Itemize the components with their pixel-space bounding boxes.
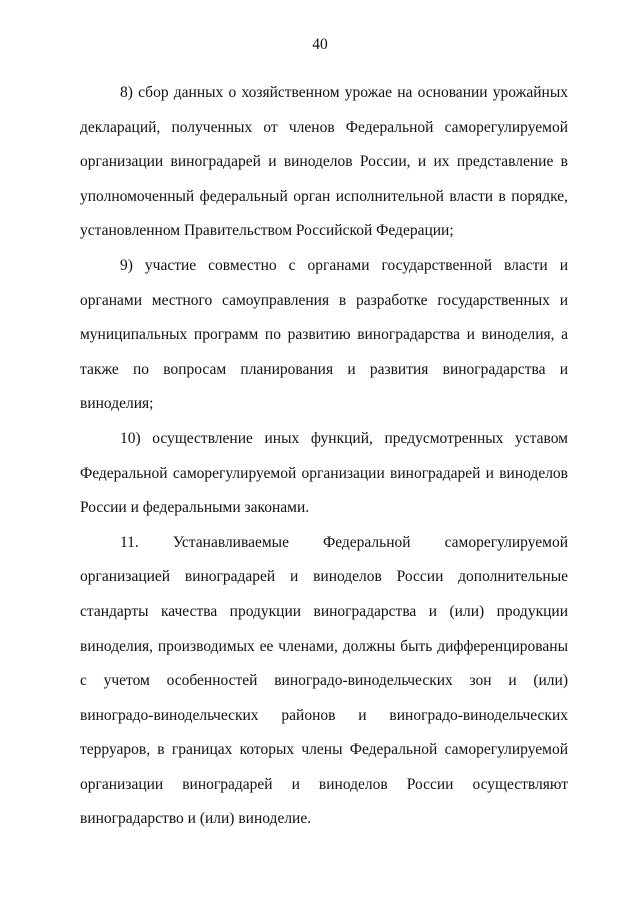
paragraph-item-8: 8) сбор данных о хозяйственном урожае на основании урожайных деклараций, полученных от членов Федеральной саморегулируемой организации виноградарей и виноделов России, и их представление в уполномоченный федеральный орган исполнительной власти в порядке, установленном Правительством Российской Федерации; — [80, 84, 568, 240]
paragraph-section-11: 11. Устанавливаемые Федеральной саморегулируемой организацией виноградарей и виноделов России дополнительные стандарты качества продукции виноградарства и (или) продукции виноделия, производимых ее членами, должны быть дифференцированы с учетом особенностей виноградо-винодельческих зон и (или) виноградо-винодельческих районов и виноградо-винодельческих терруаров, в границах которых члены Федеральной саморегулируемой организации виноградарей и виноделов России осуществляют виноградарство и (или) виноделие. — [80, 533, 568, 828]
document-body — [80, 76, 568, 837]
page-number: 40 — [312, 36, 328, 53]
paragraph-item-9: 9) участие совместно с органами государственной власти и органами местного самоуправления в разработке государственных и муниципальных программ по развитию виноградарства и виноделия, а также по вопросам планирования и развития виноградарства и виноделия; — [80, 256, 568, 413]
paragraph-item-10: 10) осуществление иных функций, предусмотренных уставом Федеральной саморегулируемой организации виноградарей и виноделов России и федеральными законами. — [80, 429, 568, 517]
